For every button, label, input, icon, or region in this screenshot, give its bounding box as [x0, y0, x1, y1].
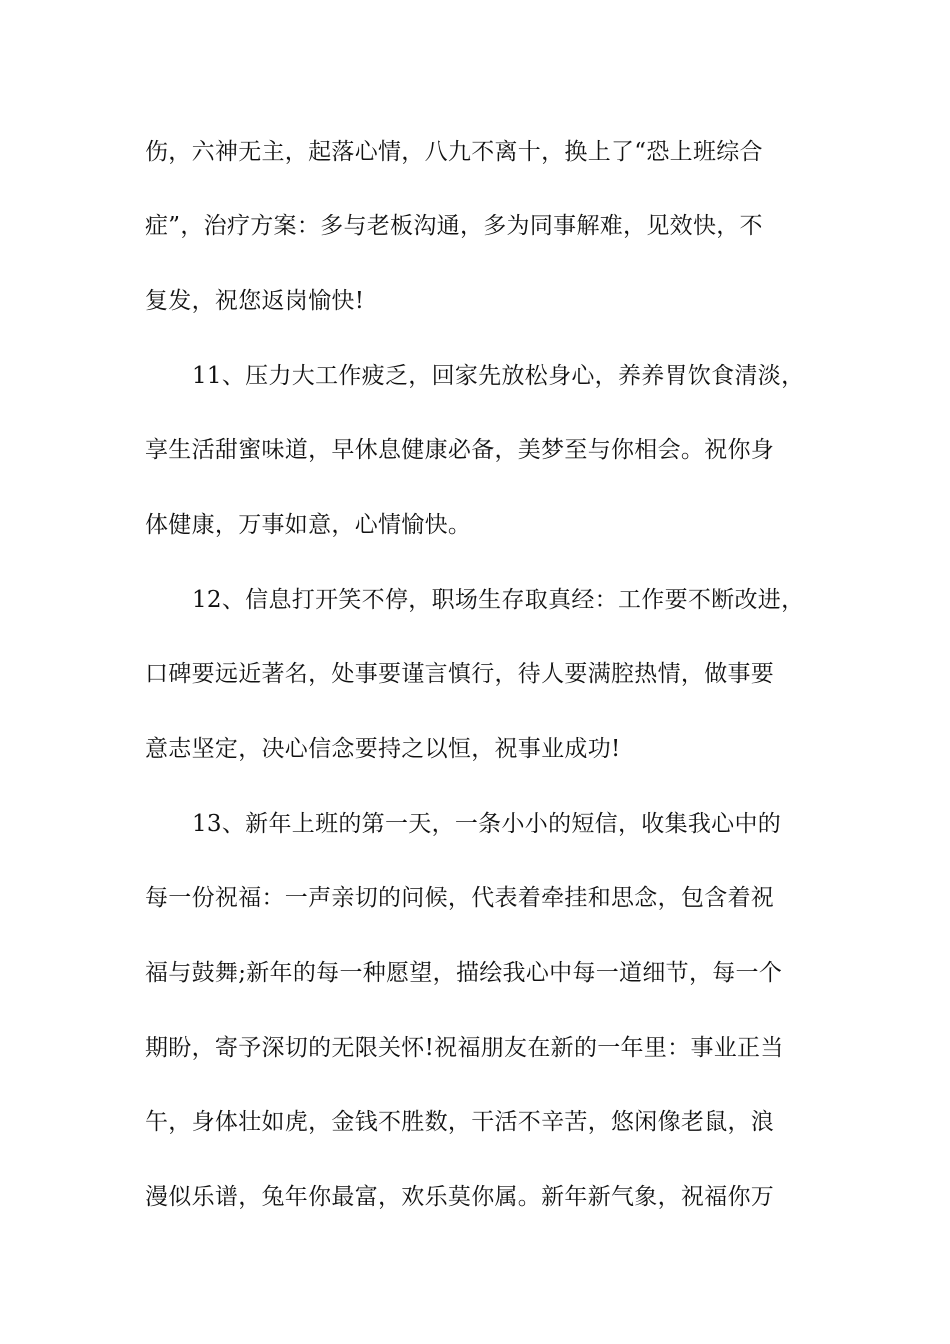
text-line: 伤，六神无主，起落心情，八九不离十，换上了“恐上班综合 — [145, 139, 763, 165]
text-line: 口碑要远近著名，处事要谨言慎行，待人要满腔热情，做事要 — [145, 661, 775, 687]
text-line: 意志坚定，决心信念要持之以恒，祝事业成功! — [145, 736, 621, 762]
text-line: 体健康，万事如意，心情愉快。 — [145, 512, 472, 538]
paragraph-11-first-line: 11、压力大工作疲乏，回家先放松身心，养养胃饮食清淡， — [192, 363, 805, 389]
text-line: 每一份祝福：一声亲切的问候，代表着牵挂和思念，包含着祝 — [145, 885, 775, 911]
text-line: 午，身体壮如虎，金钱不胜数，干活不辛苦，悠闲像老鼠，浪 — [145, 1109, 775, 1135]
text-line: 漫似乐谱，兔年你最富，欢乐莫你属。新年新气象，祝福你万 — [145, 1184, 775, 1210]
text-line: 享生活甜蜜味道，早休息健康必备，美梦至与你相会。祝你身 — [145, 437, 775, 463]
text-line: 期盼，寄予深切的无限关怀!祝福朋友在新的一年里：事业正当 — [145, 1035, 784, 1061]
paragraph-12-first-line: 12、信息打开笑不停，职场生存取真经：工作要不断改进， — [192, 587, 805, 613]
text-line: 福与鼓舞;新年的每一种愿望，描绘我心中每一道细节，每一个 — [145, 960, 783, 986]
paragraph-13-first-line: 13、新年上班的第一天，一条小小的短信，收集我心中的 — [192, 811, 782, 837]
text-line: 症”，治疗方案：多与老板沟通，多为同事解难，见效快，不 — [145, 213, 763, 239]
text-line: 复发，祝您返岗愉快! — [145, 288, 365, 314]
